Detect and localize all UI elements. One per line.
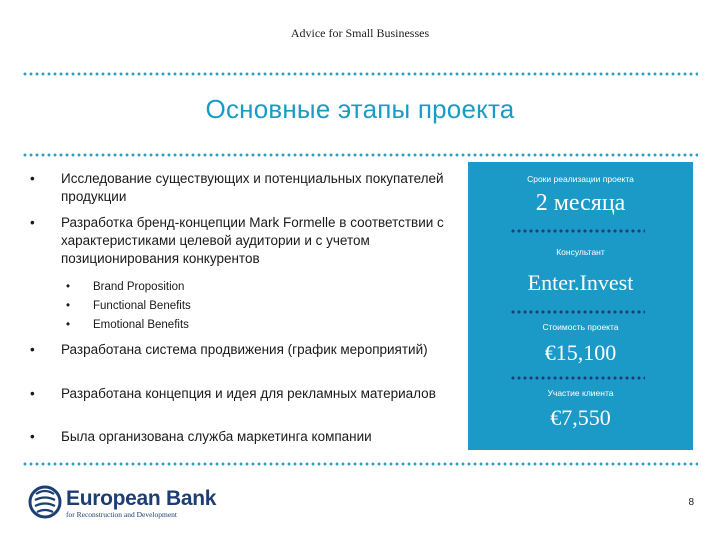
sub-bullet-text: Emotional Benefits (93, 319, 189, 331)
slide-title: Основные этапы проекта (205, 94, 515, 124)
ebrd-emblem-icon (28, 484, 62, 520)
project-cost-label: Стоимость проекта (542, 322, 619, 332)
sub-bullet-text: Brand Proposition (93, 281, 185, 293)
bullet-glyph: • (66, 300, 71, 312)
bullet-text: Разработана система продвижения (график мероприятий) (61, 342, 428, 357)
duration-value: 2 месяца (535, 190, 626, 216)
bullet-text: Разработана концепция и идея для рекламных материалов (61, 386, 436, 401)
bullet-glyph: • (66, 281, 71, 293)
dotted-divider-title (22, 153, 698, 157)
dotted-divider-bottom (22, 462, 698, 466)
bullet-glyph: • (30, 171, 35, 186)
bullet-glyph: • (30, 342, 35, 357)
page-number: 8 (688, 497, 694, 508)
consultant-value: Enter.Invest (527, 270, 634, 295)
client-share-value: €7,550 (550, 405, 611, 430)
ebrd-logo (28, 484, 228, 524)
logo-subtext: for Reconstruction and Development (66, 510, 178, 519)
client-share-label: Участие клиента (547, 388, 614, 398)
panel-dotted-divider (510, 376, 645, 380)
panel-dotted-divider (510, 229, 645, 233)
bullet-text: Исследование существующих и потенциальных покупателей продукции (61, 171, 444, 204)
logo-text: European Bank (66, 487, 217, 510)
project-summary-panel (468, 162, 693, 450)
bullet-glyph: • (66, 319, 71, 331)
dotted-divider-top (22, 72, 698, 76)
project-cost-value: €15,100 (544, 340, 617, 365)
bullet-text: Разработка бренд-концепции Mark Formelle в соответствии с характеристиками целевой аудитории и с учетом позиционирования конкурентов (61, 215, 444, 266)
bullet-text: Была организована служба маркетинга компании (61, 429, 372, 444)
bullet-glyph: • (30, 215, 35, 230)
panel-dotted-divider (510, 310, 645, 314)
header-title: Advice for Small Businesses (290, 26, 430, 40)
sub-bullet-text: Functional Benefits (93, 300, 191, 312)
bullet-glyph: • (30, 429, 35, 444)
bullet-glyph: • (30, 386, 35, 401)
consultant-label: Консультант (556, 247, 605, 257)
duration-label: Сроки реализации проекта (527, 174, 634, 184)
